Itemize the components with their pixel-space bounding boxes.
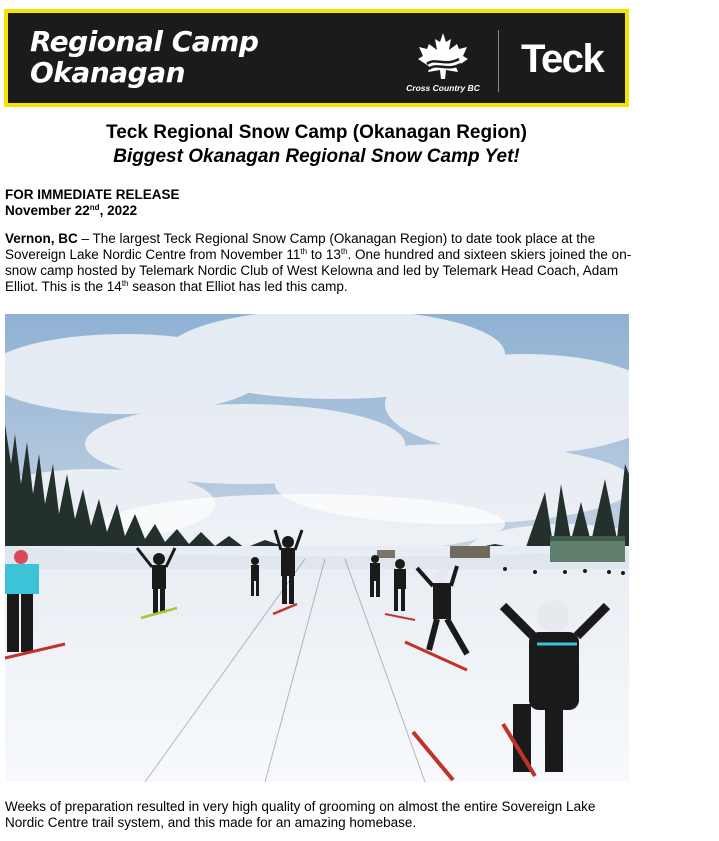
ordinal-suffix: th bbox=[340, 247, 348, 256]
paragraph-grooming: Weeks of preparation resulted in very high quality of grooming on almost the entire Sovereign Lake Nordic Centre trail system, and this made for an amazing homebase. bbox=[5, 799, 596, 830]
banner-title bbox=[30, 26, 258, 88]
banner-title-line2: Okanagan bbox=[30, 56, 186, 89]
release-label: FOR IMMEDIATE RELEASE bbox=[5, 187, 180, 202]
headline-subtitle: Biggest Okanagan Regional Snow Camp Yet! bbox=[113, 146, 520, 167]
paragraph-text: – The largest Teck Regional Snow Camp (Okanagan Region) to date took place at the Sovereign Lake Nordic Centre from November 11 bbox=[5, 231, 596, 262]
paragraph-intro bbox=[5, 231, 633, 295]
release-info bbox=[5, 187, 180, 219]
release-date bbox=[5, 203, 180, 219]
ordinal-suffix: th bbox=[121, 279, 129, 288]
release-date-suffix: nd bbox=[89, 203, 100, 212]
dateline: Vernon, BC bbox=[5, 231, 78, 246]
ski-camp-illustration bbox=[5, 314, 629, 782]
cross-country-bc-logo bbox=[400, 31, 486, 97]
paragraph-text: to 13 bbox=[307, 247, 341, 262]
paragraph-text: season that Elliot has led this camp. bbox=[128, 279, 348, 294]
ski-camp-photo bbox=[5, 314, 629, 782]
release-date-prefix: November 22 bbox=[5, 203, 90, 218]
headline-title: Teck Regional Snow Camp (Okanagan Region) bbox=[106, 122, 527, 143]
headline bbox=[4, 121, 629, 169]
header-banner bbox=[4, 9, 629, 107]
ordinal-suffix: th bbox=[300, 247, 308, 256]
release-date-year: , 2022 bbox=[99, 203, 138, 218]
banner-title-line1: Regional Camp bbox=[30, 25, 259, 58]
teck-logo: Teck bbox=[521, 37, 604, 81]
maple-leaf-icon bbox=[415, 31, 471, 81]
paragraph-text: . One hundred and sixteen skiers joined the on-snow camp hosted by Telemark Nordic Club of West Kelowna and led by Telemark Head Coach, Adam Elliot. This is the 14 bbox=[5, 247, 632, 294]
ccbc-text: Cross Country BC bbox=[406, 83, 480, 93]
banner-divider bbox=[498, 30, 499, 92]
